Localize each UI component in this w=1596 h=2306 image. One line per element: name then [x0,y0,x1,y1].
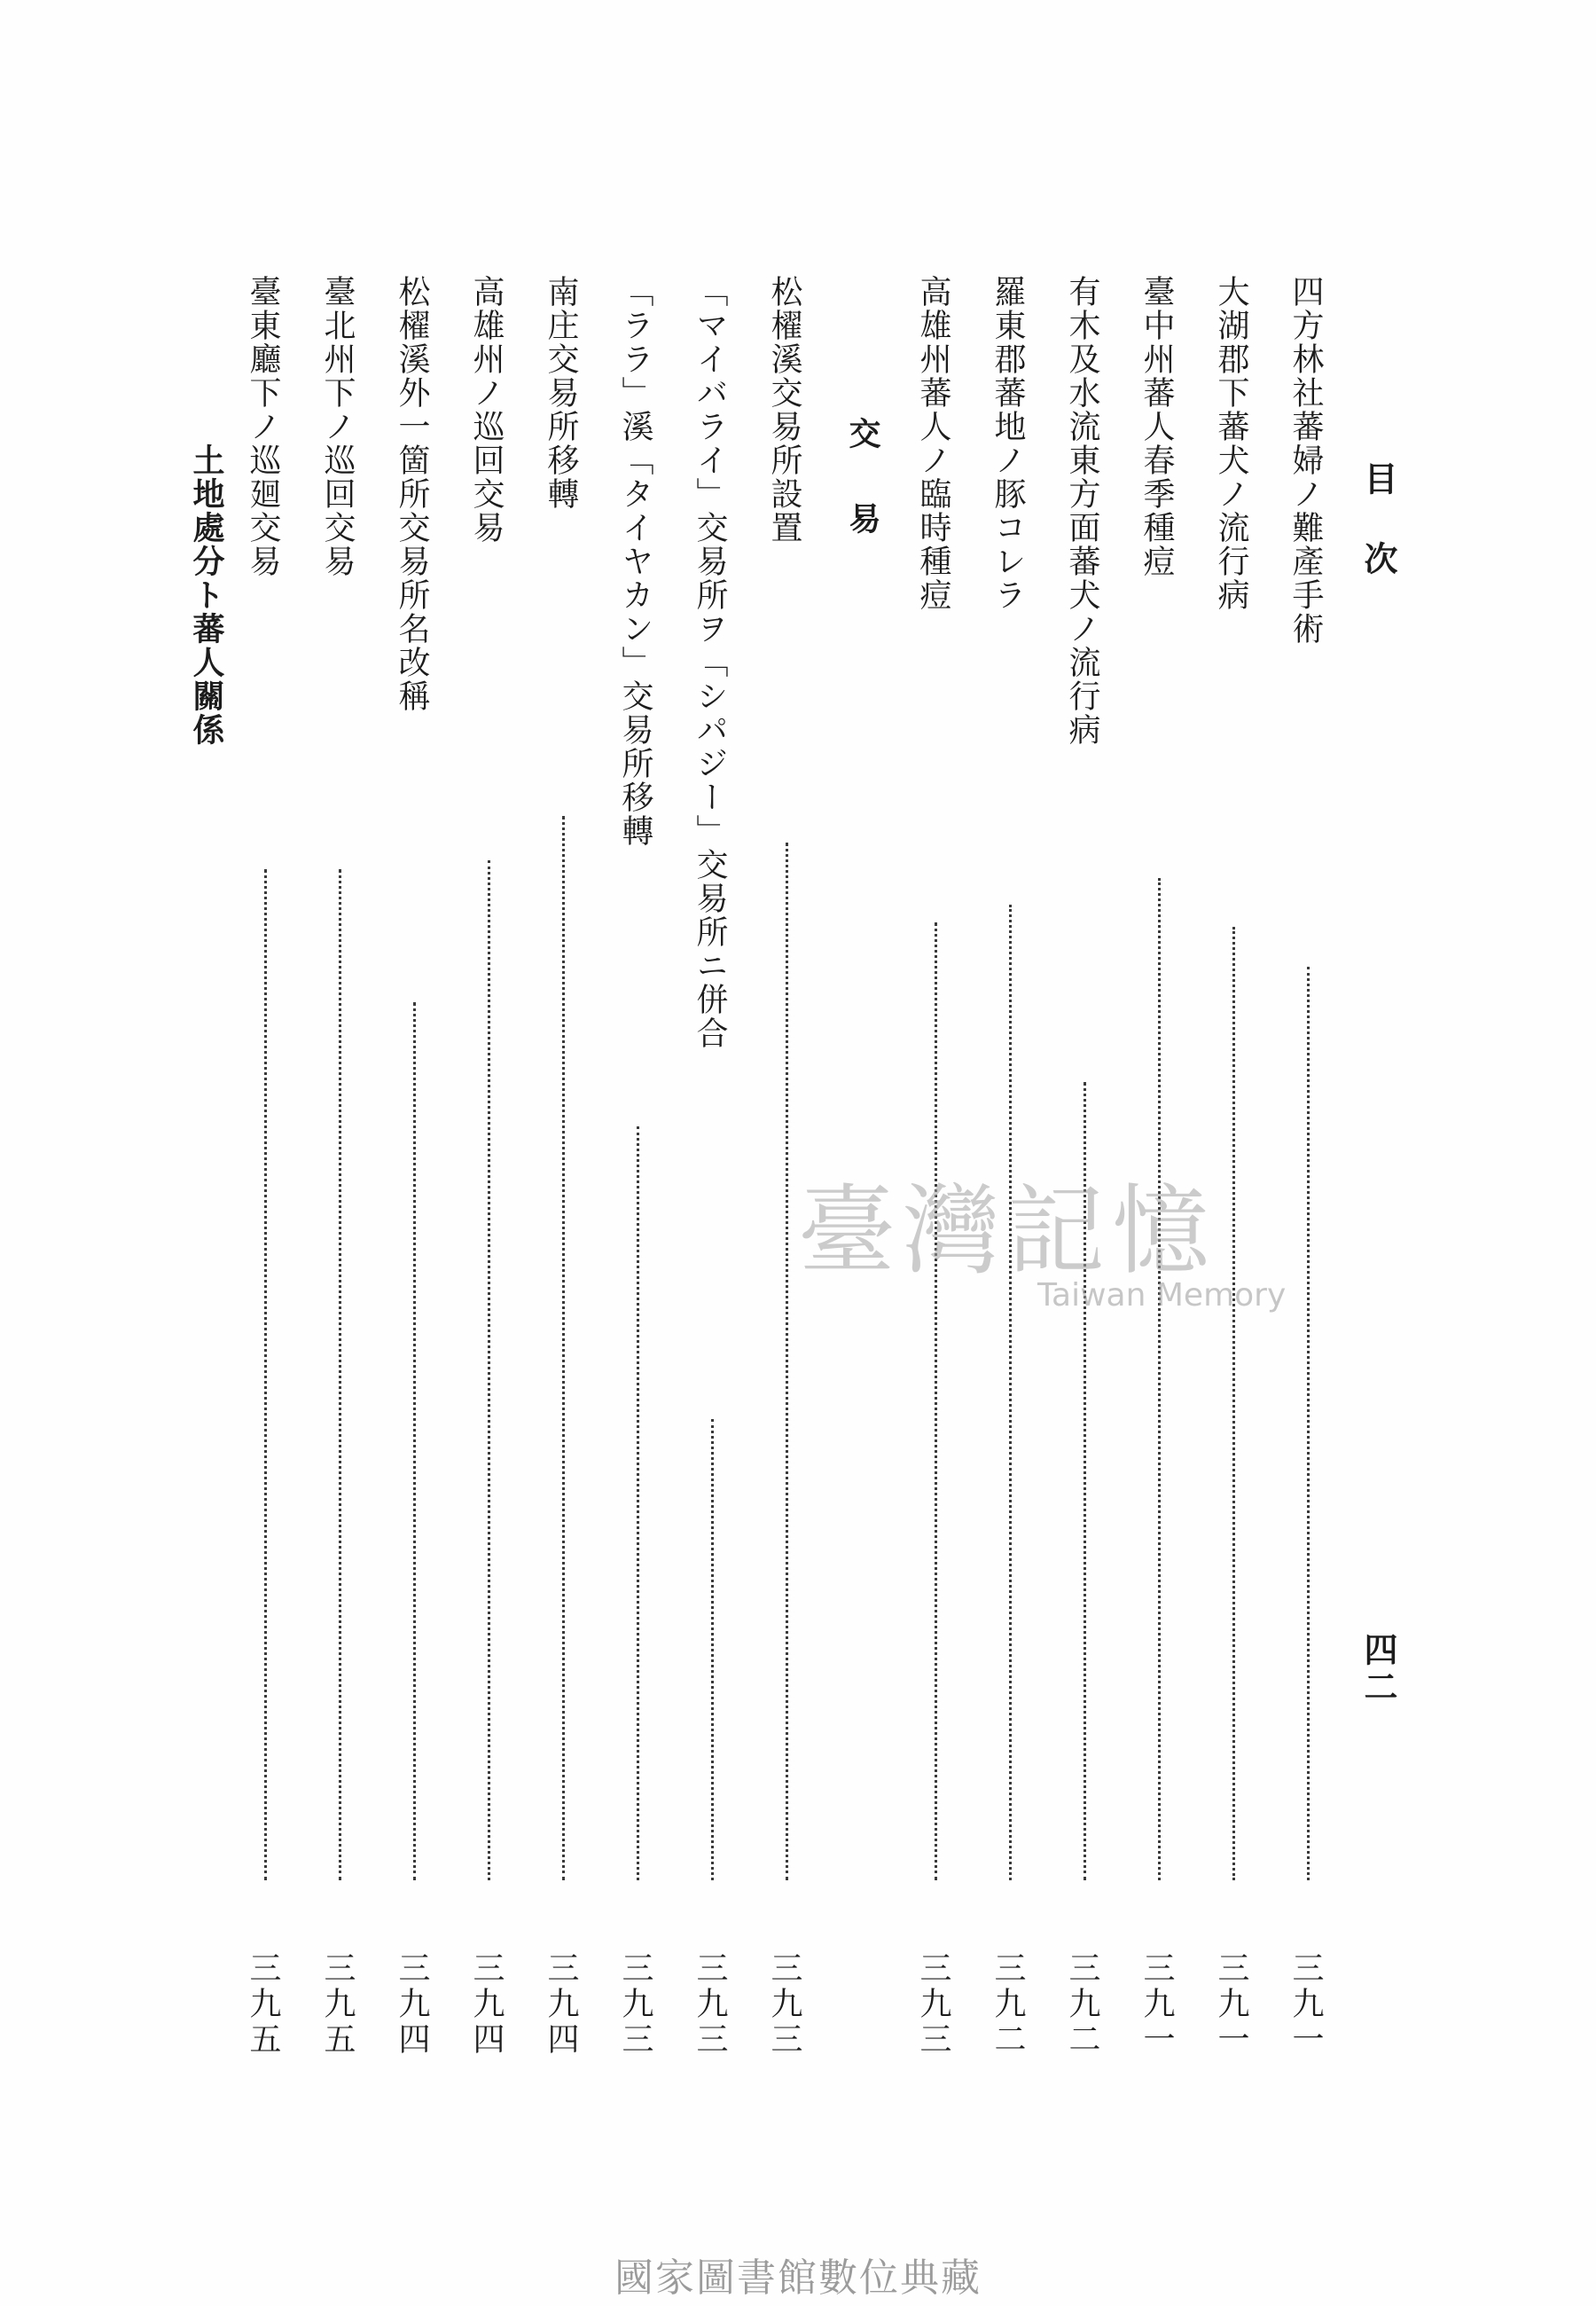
toc-entry [468,275,511,2058]
leader-dots [488,860,490,1880]
toc-entry-page: 三九三 [766,1951,802,2058]
toc-entry-title: 高雄州ノ巡回交易 [468,275,505,545]
toc-entry-title: 大湖郡下蕃犬ノ流行病 [1213,275,1249,612]
toc-entry-page: 三九四 [394,1951,430,2058]
leader-dots [1232,927,1235,1880]
leader-dots [1307,967,1310,1880]
toc-entry-title: 松櫂溪交易所設置 [766,275,802,545]
watermark [798,1153,1295,1330]
toc-entry-page: 三九三 [617,1951,653,2058]
next-section-title: 土地處分ト蕃人關係 [188,443,225,747]
toc-entry [394,275,436,2058]
toc-entry-page: 三九五 [245,1951,281,2058]
toc-entry-title: 有木及水流東方面蕃犬ノ流行病 [1064,275,1100,747]
watermark-sub: Taiwan Memory [1037,1277,1287,1314]
toc-entry-title: 臺中州蕃人春季種痘 [1138,275,1175,578]
leader-dots [1009,905,1012,1880]
page-number: 四二 [1358,1632,1398,1706]
toc-entry [692,275,734,2058]
toc-entry [319,275,362,2058]
library-footer: 國家圖書館數位典藏 [614,2255,982,2301]
toc-entry-title: 「ララ」溪「タイヤカン」交易所移轉 [617,275,653,848]
toc-entry-title: 南庄交易所移轉 [543,275,579,511]
toc-entry-page: 三九一 [1138,1951,1175,2058]
toc-entry-title: 松櫂溪外一箇所交易所名改稱 [394,275,430,713]
leader-dots [1158,878,1161,1880]
toc-entry [245,275,287,2058]
leader-dots [786,843,788,1880]
leader-dots [339,869,341,1880]
toc-entry-title: 臺北州下ノ巡回交易 [319,275,356,578]
toc-entry-title: 四方林社蕃婦ノ難產手術 [1287,275,1324,646]
leader-dots [711,1419,714,1880]
running-header-title: 目次 [1358,461,1398,621]
toc-entry-page: 三九二 [1064,1951,1100,2058]
toc-entry-page: 三九三 [692,1951,728,2058]
leader-dots [562,816,565,1880]
leader-dots [413,1002,416,1880]
toc-entry-page: 三九四 [468,1951,505,2058]
toc-entry [617,275,660,2058]
toc-entry [543,275,585,2058]
toc-entry-page: 三九二 [990,1951,1026,2058]
toc-entry-title: 「マイバライ」交易所ヲ「シパジー」交易所ニ併合 [692,275,728,1050]
leader-dots [935,922,937,1880]
section-heading: 交易 [844,417,881,587]
toc-entry-title: 羅東郡蕃地ノ豚コレラ [990,275,1026,612]
watermark-main: 臺灣記憶 [798,1174,1217,1288]
toc-entry-title: 臺東廳下ノ巡廻交易 [245,275,281,578]
toc-entry-page: 三九一 [1287,1951,1324,2058]
toc-entry-page: 三九一 [1213,1951,1249,2058]
leader-dots [264,869,267,1880]
leader-dots [637,1126,639,1880]
toc-entry-page: 三九三 [915,1951,951,2058]
toc-entry-page: 三九四 [543,1951,579,2058]
toc-entry-page: 三九五 [319,1951,356,2058]
toc-entry-title: 高雄州蕃人ノ臨時種痘 [915,275,951,612]
